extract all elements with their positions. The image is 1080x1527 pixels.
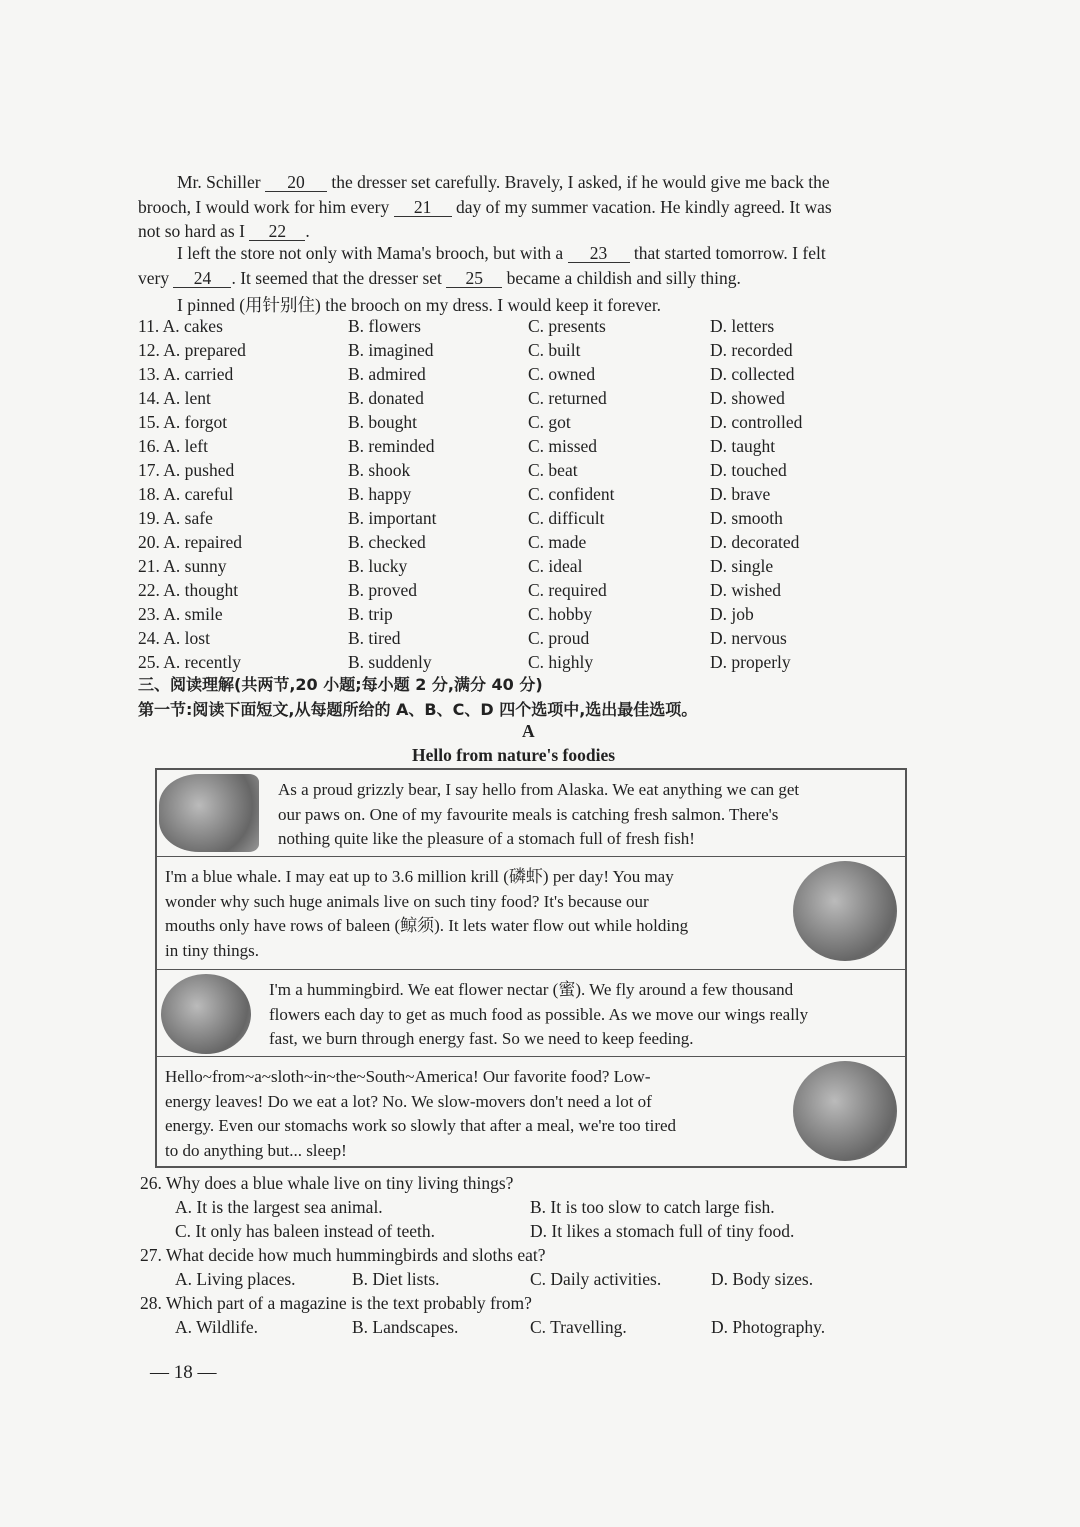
section-instruction: 第一节:阅读下面短文,从每题所给的 A、B、C、D 四个选项中,选出最佳选项。: [138, 700, 698, 719]
blank-23: 23: [568, 244, 630, 263]
option-13-d: D. collected: [710, 364, 795, 384]
question-27: 27. What decide how much hummingbirds and sloths eat?: [140, 1245, 546, 1265]
option-19-c: C. difficult: [528, 508, 605, 528]
option-21-d: D. single: [710, 556, 774, 576]
box-text-line: Hello~from~a~sloth~in~the~South~America! Our favorite food? Low-: [165, 1067, 651, 1086]
option-16-d: D. taught: [710, 436, 776, 456]
blank-25: 25: [446, 269, 502, 288]
text: . It seemed that the dresser set: [231, 268, 442, 288]
choice-c: C. Daily activities.: [530, 1269, 662, 1289]
option-14-a: 14. A. lent: [138, 388, 211, 408]
option-19-b: B. important: [348, 508, 437, 528]
text: day of my summer vacation. He kindly agreed. It was: [456, 197, 832, 217]
choice-b: B. Landscapes.: [352, 1317, 459, 1337]
box-text-line: flowers each day to get as much food as possible. As we move our wings really: [269, 1004, 809, 1024]
option-11-a: 11. A. cakes: [138, 316, 223, 336]
option-14-c: C. returned: [528, 388, 607, 408]
option-25-c: C. highly: [528, 652, 594, 672]
option-12-a: 12. A. prepared: [138, 340, 246, 360]
box-text-line: As a proud grizzly bear, I say hello from Alaska. We eat anything we can get: [278, 780, 800, 799]
option-18-b: B. happy: [348, 484, 412, 504]
option-19-a: 19. A. safe: [138, 508, 213, 528]
section-heading: 三、阅读理解(共两节,20 小题;每小题 2 分,满分 40 分): [138, 675, 543, 694]
option-18-d: D. brave: [710, 484, 771, 504]
sloth-image: [793, 1061, 897, 1161]
option-18-a: 18. A. careful: [138, 484, 234, 504]
option-15-d: D. controlled: [710, 412, 803, 432]
option-16-c: C. missed: [528, 436, 598, 456]
option-11-d: D. letters: [710, 316, 775, 336]
choice-a: A. Living places.: [175, 1269, 296, 1289]
option-25-d: D. properly: [710, 652, 791, 672]
box-text-line: wonder why such huge animals live on such tiny food? It's because our: [165, 891, 649, 911]
option-19-d: D. smooth: [710, 508, 783, 528]
option-15-c: C. got: [528, 412, 571, 432]
box-text-line: in tiny things.: [165, 940, 259, 960]
option-20-d: D. decorated: [710, 532, 800, 552]
option-21-a: 21. A. sunny: [138, 556, 227, 576]
animals-table: [155, 768, 907, 1168]
box-text-line: to do anything but... sleep!: [165, 1140, 347, 1160]
question-26: 26. Why does a blue whale live on tiny living things?: [140, 1173, 514, 1193]
text: not so hard as I: [138, 221, 245, 241]
option-12-d: D. recorded: [710, 340, 793, 360]
blank-20: 20: [265, 173, 327, 192]
option-24-c: C. proud: [528, 628, 590, 648]
choice-d: D. Body sizes.: [711, 1269, 814, 1289]
option-13-c: C. owned: [528, 364, 596, 384]
option-22-d: D. wished: [710, 580, 781, 600]
option-20-b: B. checked: [348, 532, 426, 552]
text: I pinned (用针别住) the brooch on my dress. I would keep it forever.: [177, 295, 662, 315]
page-number: — 18 —: [150, 1362, 217, 1383]
option-12-b: B. imagined: [348, 340, 434, 360]
passage-letter: A: [522, 721, 535, 741]
option-21-b: B. lucky: [348, 556, 408, 576]
question-28: 28. Which part of a magazine is the text probably from?: [140, 1293, 532, 1313]
text: Mr. Schiller: [177, 172, 261, 192]
choice-b: B. It is too slow to catch large fish.: [530, 1197, 775, 1217]
option-24-a: 24. A. lost: [138, 628, 210, 648]
option-14-b: B. donated: [348, 388, 424, 408]
choice-b: B. Diet lists.: [352, 1269, 440, 1289]
box-text-line: mouths only have rows of baleen (鲸须). It lets water flow out while holding: [165, 916, 689, 935]
option-17-c: C. beat: [528, 460, 578, 480]
option-23-c: C. hobby: [528, 604, 593, 624]
hummingbird-image: [161, 974, 251, 1054]
blank-22: 22: [249, 222, 305, 241]
option-17-b: B. shook: [348, 460, 411, 480]
grizzly-bear-image: [159, 774, 259, 852]
bear-cell: [157, 770, 905, 857]
option-11-c: C. presents: [528, 316, 606, 336]
text: that started tomorrow. I felt: [633, 243, 826, 263]
text: I left the store not only with Mama's brooch, but with a: [177, 243, 564, 263]
box-text-line: our paws on. One of my favourite meals is catching fresh salmon. There's: [278, 804, 779, 824]
option-17-d: D. touched: [710, 460, 787, 480]
passage-title: Hello from nature's foodies: [412, 745, 616, 765]
option-24-b: B. tired: [348, 628, 401, 648]
option-11-b: B. flowers: [348, 316, 421, 336]
option-22-a: 22. A. thought: [138, 580, 239, 600]
text: the dresser set carefully. Bravely, I asked, if he would give me back the: [331, 172, 830, 192]
option-17-a: 17. A. pushed: [138, 460, 235, 480]
option-22-c: C. required: [528, 580, 607, 600]
choice-a: A. Wildlife.: [175, 1317, 259, 1337]
choice-c: C. Travelling.: [530, 1317, 627, 1337]
text: .: [305, 221, 310, 241]
option-20-c: C. made: [528, 532, 587, 552]
hummingbird-cell: [157, 970, 905, 1057]
text: brooch, I would work for him every: [138, 197, 390, 217]
choice-a: A. It is the largest sea animal.: [175, 1197, 383, 1217]
option-13-b: B. admired: [348, 364, 426, 384]
option-15-a: 15. A. forgot: [138, 412, 228, 432]
text: became a childish and silly thing.: [506, 268, 741, 288]
box-text-line: energy. Even our stomachs work so slowly that after a meal, we're too tired: [165, 1116, 677, 1135]
text: very: [138, 268, 170, 288]
choice-d: D. It likes a stomach full of tiny food.: [530, 1221, 795, 1241]
option-23-d: D. job: [710, 604, 754, 624]
option-16-b: B. reminded: [348, 436, 435, 456]
option-13-a: 13. A. carried: [138, 364, 234, 384]
option-23-b: B. trip: [348, 604, 393, 624]
option-14-d: D. showed: [710, 388, 785, 408]
option-23-a: 23. A. smile: [138, 604, 223, 624]
box-text-line: I'm a hummingbird. We eat flower nectar (蜜). We fly around a few thousand: [269, 980, 794, 999]
option-16-a: 16. A. left: [138, 436, 208, 456]
box-text-line: I'm a blue whale. I may eat up to 3.6 million krill (磷虾) per day! You may: [165, 867, 674, 886]
whale-cell: [157, 857, 905, 970]
option-22-b: B. proved: [348, 580, 418, 600]
option-18-c: C. confident: [528, 484, 615, 504]
box-text-line: fast, we burn through energy fast. So we need to keep feeding.: [269, 1029, 694, 1048]
box-text-line: energy leaves! Do we eat a lot? No. We slow-movers don't need a lot of: [165, 1091, 652, 1111]
box-text-line: nothing quite like the pleasure of a stomach full of fresh fish!: [278, 829, 695, 848]
blue-whale-image: [793, 861, 897, 961]
blank-24: 24: [173, 269, 231, 288]
option-20-a: 20. A. repaired: [138, 532, 242, 552]
option-24-d: D. nervous: [710, 628, 787, 648]
option-12-c: C. built: [528, 340, 581, 360]
choice-d: D. Photography.: [711, 1317, 826, 1337]
blank-21: 21: [394, 198, 452, 217]
choice-c: C. It only has baleen instead of teeth.: [175, 1221, 435, 1241]
option-21-c: C. ideal: [528, 556, 583, 576]
option-25-b: B. suddenly: [348, 652, 432, 672]
sloth-cell: [157, 1057, 905, 1167]
option-15-b: B. bought: [348, 412, 418, 432]
option-25-a: 25. A. recently: [138, 652, 242, 672]
